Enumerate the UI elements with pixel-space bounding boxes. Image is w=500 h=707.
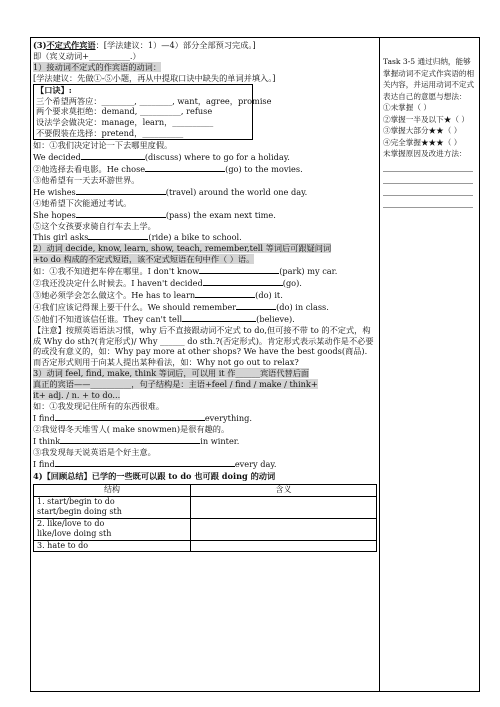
table-row bbox=[34, 496, 377, 518]
table-cell: 1. start/begin to do bbox=[37, 496, 115, 506]
koujue-label: 【口诀】: bbox=[36, 84, 72, 95]
s3-example-3-en: I find bbox=[33, 458, 55, 469]
answer-blank[interactable] bbox=[55, 412, 205, 421]
table-cell: 2. like/love to do bbox=[37, 518, 105, 528]
example-3-en-end: (travel) around the world one day. bbox=[165, 186, 308, 197]
answer-blank[interactable] bbox=[199, 265, 279, 274]
s2-example-3-end: (do) it. bbox=[255, 289, 283, 300]
s3-example-1-en-end: everything. bbox=[204, 412, 252, 423]
main-column bbox=[33, 40, 377, 552]
answer-blank[interactable] bbox=[81, 151, 145, 160]
mastery-option-1[interactable]: ①未掌握（ ） bbox=[383, 103, 431, 112]
s2-example-4: ④我们应该记得课上要干什么。We should remember bbox=[33, 301, 237, 312]
example-2: ②他选择去看电影。He chose bbox=[33, 163, 146, 174]
example-1-en-end: (discuss) where to go for a holiday. bbox=[144, 152, 290, 163]
example-1-cn: 如：①我们决定讨论一下去哪里度假。 bbox=[33, 140, 173, 151]
koujue-line-1[interactable]: 三个希望两答应：________, ________, want，agree，promise bbox=[36, 95, 272, 106]
writing-line[interactable] bbox=[383, 160, 473, 172]
subsection-2-heading-cont: +to do 构成的不定式短语，该不定式短语在句中作（ ）语。 bbox=[33, 254, 255, 265]
answer-blank[interactable] bbox=[236, 301, 276, 310]
s3-example-2-en-end: in winter. bbox=[200, 435, 240, 446]
writing-line[interactable] bbox=[383, 184, 473, 196]
subsection-3-heading: 3）动词 feel, find, make, think 等词后，可以用 it 作______宾语代替后面 bbox=[33, 368, 310, 379]
section-title-line bbox=[33, 40, 377, 51]
meaning-cell[interactable] bbox=[191, 518, 377, 540]
s3-example-3-en-end: every day. bbox=[234, 458, 277, 469]
meaning-cell[interactable] bbox=[191, 496, 377, 518]
example-1-en: We decided bbox=[33, 152, 81, 163]
s2-example-3: ③她必须学会怎么做这个。He has to learn bbox=[33, 289, 196, 300]
answer-blank[interactable] bbox=[195, 289, 255, 298]
definition-line: 即（宾义动词+__________.） bbox=[33, 50, 141, 61]
s3-example-3-cn: ③我发现每天说英语是个好主意。 bbox=[33, 446, 156, 457]
example-4-en: She hopes bbox=[33, 209, 76, 220]
subsection-1-heading: 1）接动词不定式的作宾语的动词： bbox=[33, 61, 162, 72]
side-column bbox=[383, 56, 477, 208]
s3-example-1-cn: 如：①我发现记住所有的东西很难。 bbox=[33, 401, 165, 411]
s2-example-2: ②我还没决定什么时候去。I haven't decided bbox=[33, 278, 203, 289]
study-tip: ：[学法建议：1）—4）部分全部预习完成。] bbox=[95, 40, 256, 50]
example-4-en-end: (pass) the exam next time. bbox=[165, 209, 276, 220]
s3-example-2-en: I think bbox=[33, 435, 61, 446]
s3-example-2-cn: ②我觉得冬天堆雪人( make snowmen)是很有趣的。 bbox=[33, 423, 230, 434]
s3-example-1-en: I find bbox=[33, 412, 55, 423]
table-header-row bbox=[34, 485, 377, 497]
mastery-option-2[interactable]: ②掌握一半及以下★（ ） bbox=[383, 114, 469, 124]
koujue-line-4[interactable]: 不要假装在选择：pretend，__________ bbox=[36, 128, 184, 139]
answer-blank[interactable] bbox=[145, 163, 225, 172]
meaning-cell[interactable] bbox=[191, 540, 377, 552]
subsection-2-heading: 2）动词 decide, know, learn, show, teach, remember,tell 等词后可跟疑问词 bbox=[33, 243, 332, 254]
answer-blank[interactable] bbox=[76, 209, 166, 218]
example-2-end: (go) to the movies. bbox=[225, 163, 303, 174]
example-3-en: He wishes bbox=[33, 186, 76, 197]
subsection-3-heading-cont: 真正的宾语——__________，句子结构是：主语+feel / find / make / think+ bbox=[33, 379, 318, 390]
example-5-en-end: (ride) a bike to school. bbox=[148, 232, 242, 243]
table-row bbox=[34, 518, 377, 540]
worksheet-frame bbox=[30, 37, 480, 692]
s2-example-5-end: (believe). bbox=[256, 313, 295, 324]
table-cell: like/love doing sth bbox=[37, 529, 112, 539]
table-cell: start/begin doing sth bbox=[37, 507, 122, 517]
answer-blank[interactable] bbox=[76, 186, 166, 195]
table-cell: 3. hate to do bbox=[37, 540, 89, 550]
grammar-note: 【注意】按照英语语法习惯，why 后不直接跟动词不定式 to do,但可接不带 to 的不定式，构成 Why do sth?(肯定形式)/ Why ______ do sth.?(否定形式)。肯定形式表示某动作是不必要的或没有意义的，如：Why pay more at other shops? We have the best goods(商品). 而否定形式则用于向某人提出某种看法，如：Why not go out to relax? bbox=[33, 324, 374, 368]
mastery-option-3[interactable]: ③掌握大部分★★（ ） bbox=[383, 126, 462, 135]
answer-blank[interactable] bbox=[182, 313, 256, 322]
s2-example-1: 如：①我不知道把车停在哪里。I don't know bbox=[33, 266, 200, 277]
answer-blank[interactable] bbox=[203, 277, 283, 286]
table-row bbox=[34, 540, 377, 552]
koujue-box bbox=[33, 84, 272, 141]
s2-example-4-end: (do) in class. bbox=[276, 301, 329, 312]
review-table bbox=[33, 484, 377, 552]
column-divider bbox=[379, 38, 380, 691]
mastery-option-4[interactable]: ④完全掌握★★★（ ） bbox=[383, 137, 462, 147]
task-description: Task 3-5 通过归纳，能够掌握动词不定式作宾语的相关内容，并运用动词不定式表达自己的意愿与想法： bbox=[383, 57, 475, 101]
s2-example-1-end: (park) my car. bbox=[279, 266, 338, 277]
example-3-cn: ③他希望有一天去环游世界。 bbox=[33, 174, 140, 185]
column-header-meaning: 含义 bbox=[191, 485, 377, 497]
koujue-line-3[interactable]: 设法学会做决定：manage，learn，__________ bbox=[36, 117, 214, 128]
section-title: 不定式作宾语 bbox=[46, 40, 96, 50]
section-number: (3) bbox=[33, 40, 47, 50]
answer-blank[interactable] bbox=[60, 435, 200, 444]
answer-blank[interactable] bbox=[88, 231, 148, 240]
example-5-en: This girl asks bbox=[33, 232, 89, 243]
s2-example-2-end: (go). bbox=[282, 278, 302, 289]
reason-label: 未掌握原因及改进方法： bbox=[383, 149, 467, 158]
writing-line[interactable] bbox=[383, 196, 473, 208]
subsection-3-heading-end: it+ adj. / n. + to do... bbox=[33, 390, 121, 401]
answer-blank[interactable] bbox=[55, 458, 235, 467]
s2-example-5: ⑤他们不知道该信任谁。They can't tell bbox=[33, 313, 183, 324]
example-5-cn: ⑤这个女孩要求骑自行车去上学。 bbox=[33, 220, 156, 231]
writing-line[interactable] bbox=[383, 172, 473, 184]
review-heading: 4)【回顾总结】已学的一些既可以跟 to do 也可跟 doing 的动词 bbox=[33, 471, 276, 482]
koujue-line-2[interactable]: 两个要求莫拒绝：demand, __________, refuse bbox=[36, 106, 213, 117]
subsection-1-tip: [学法建议：先做①-⑤小题，再从中提取口诀中缺失的单词并填入。] bbox=[33, 72, 276, 83]
column-header-structure: 结构 bbox=[34, 485, 191, 497]
example-4-cn: ④她希望下次能通过考试。 bbox=[33, 197, 132, 208]
